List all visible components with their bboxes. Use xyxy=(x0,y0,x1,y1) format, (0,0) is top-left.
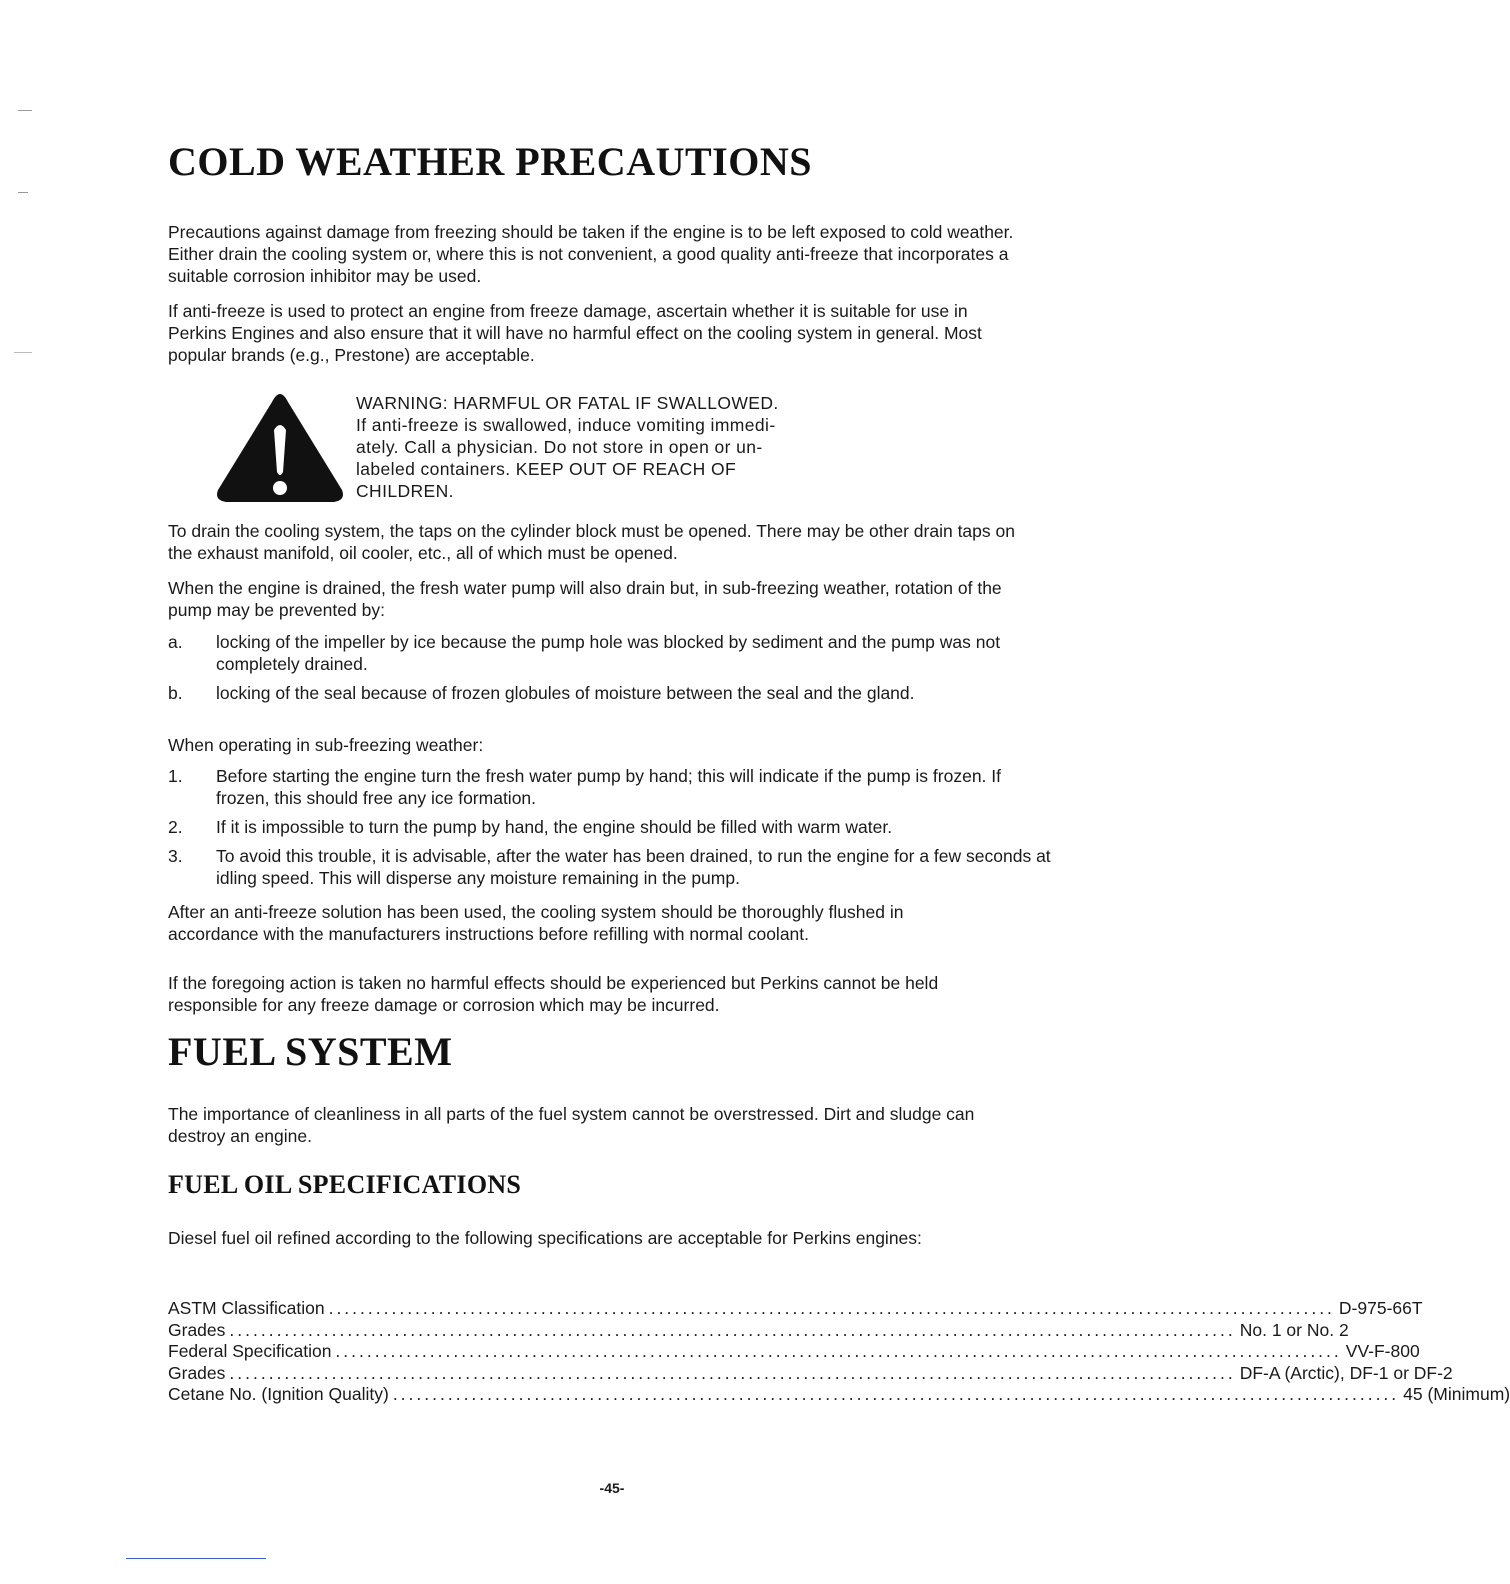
warning-line: CHILDREN. xyxy=(356,481,454,501)
spec-row xyxy=(168,1362,1453,1385)
fuel-system-paragraph: The importance of cleanliness in all parts of the fuel system cannot be overstressed. Dirt and sludge can destroy an engine. xyxy=(168,1104,975,1146)
spec-value: D-975-66T xyxy=(1338,1298,1423,1318)
list-marker: a. xyxy=(168,632,183,652)
scan-mark xyxy=(18,110,32,111)
warning-box xyxy=(214,392,874,502)
spec-label: Cetane No. (Ignition Quality) xyxy=(168,1384,389,1404)
warning-text xyxy=(356,392,876,502)
warning-heading: WARNING: HARMFUL OR FATAL IF SWALLOWED. xyxy=(356,393,779,413)
warning-triangle-icon xyxy=(214,392,346,504)
spec-value: DF-A (Arctic), DF-1 or DF-2 xyxy=(1239,1362,1453,1383)
scan-mark xyxy=(14,352,32,353)
spec-value: 45 (Minimum) xyxy=(1403,1384,1510,1404)
spec-row xyxy=(168,1298,1423,1320)
list-text: If it is impossible to turn the pump by hand, the engine should be filled with warm water. xyxy=(216,817,893,837)
list-marker: 2. xyxy=(168,817,183,837)
leader-dots: ................................................................................................................................ xyxy=(392,1384,1400,1404)
cold-weather-heading: COLD WEATHER PRECAUTIONS xyxy=(168,139,812,184)
cold-weather-paragraph-5: When operating in sub-freezing weather: xyxy=(168,735,484,755)
leader-dots: ................................................................................................................................ xyxy=(229,1362,1236,1383)
warning-line: labeled containers. KEEP OUT OF REACH OF xyxy=(356,459,737,479)
scan-mark xyxy=(18,192,28,193)
spec-label: Grades xyxy=(168,1362,226,1383)
cold-weather-paragraph-1: Precautions against damage from freezing should be taken if the engine is to be left exposed to cold weather. Either drain the cooling system or, where this is not convenient, a good quality anti-freeze that incorporates a suitable corrosion inhibitor may be used. xyxy=(168,222,1014,286)
cold-weather-paragraph-4: When the engine is drained, the fresh water pump will also drain but, in sub-freezing weather, rotation of the pump may be prevented by: xyxy=(168,578,1002,620)
spec-label: Grades xyxy=(168,1319,226,1340)
spec-row xyxy=(168,1384,1510,1406)
list-text: Before starting the engine turn the fresh water pump by hand; this will indicate if the pump is frozen. If frozen, this should free any ice formation. xyxy=(216,766,1002,808)
warning-line: If anti-freeze is swallowed, induce vomiting immedi- xyxy=(356,415,776,435)
warning-line: ately. Call a physician. Do not store in open or un- xyxy=(356,437,763,457)
fuel-oil-specs-intro: Diesel fuel oil refined according to the following specifications are acceptable for Perkins engines: xyxy=(168,1228,922,1248)
leader-dots: ................................................................................................................................ xyxy=(335,1341,1342,1361)
cold-weather-paragraph-2: If anti-freeze is used to protect an engine from freeze damage, ascertain whether it is suitable for use in Perkins Engines and also ensure that it will have no harmful effect on the cooling system in general. Most popular brands (e.g., Prestone) are acceptable. xyxy=(168,301,982,365)
spec-label: ASTM Classification xyxy=(168,1298,325,1318)
spec-value: VV-F-800 xyxy=(1345,1341,1420,1361)
fuel-system-heading: FUEL SYSTEM xyxy=(168,1029,453,1074)
leader-dots: ................................................................................................................................ xyxy=(328,1298,1335,1318)
list-marker: 3. xyxy=(168,846,183,866)
list-marker: 1. xyxy=(168,766,183,786)
scan-edge-line xyxy=(126,1558,266,1559)
spec-row xyxy=(168,1341,1420,1363)
leader-dots: ................................................................................................................................ xyxy=(229,1319,1236,1340)
spec-value: No. 1 or No. 2 xyxy=(1239,1319,1349,1340)
spec-label: Federal Specification xyxy=(168,1341,332,1361)
list-text: locking of the impeller by ice because the pump hole was blocked by sediment and the pump was not completely drained. xyxy=(216,632,1001,674)
list-marker: b. xyxy=(168,683,183,703)
list-text: locking of the seal because of frozen globules of moisture between the seal and the gland. xyxy=(216,683,915,703)
spec-row xyxy=(168,1319,1349,1342)
cold-weather-paragraph-7: If the foregoing action is taken no harmful effects should be experienced but Perkins cannot be held responsible for any freeze damage or corrosion which may be incurred. xyxy=(168,973,939,1015)
fuel-oil-specs-heading: FUEL OIL SPECIFICATIONS xyxy=(168,1170,522,1199)
page-number: -45- xyxy=(599,1480,625,1496)
list-text: To avoid this trouble, it is advisable, after the water has been drained, to run the engine for a few seconds at idling speed. This will disperse any moisture remaining in the pump. xyxy=(216,846,1051,888)
cold-weather-paragraph-6: After an anti-freeze solution has been used, the cooling system should be thoroughly flushed in accordance with the manufacturers instructions before refilling with normal coolant. xyxy=(168,902,904,944)
cold-weather-paragraph-3: To drain the cooling system, the taps on the cylinder block must be opened. There may be other drain taps on the exhaust manifold, oil cooler, etc., all of which must be opened. xyxy=(168,521,1015,563)
